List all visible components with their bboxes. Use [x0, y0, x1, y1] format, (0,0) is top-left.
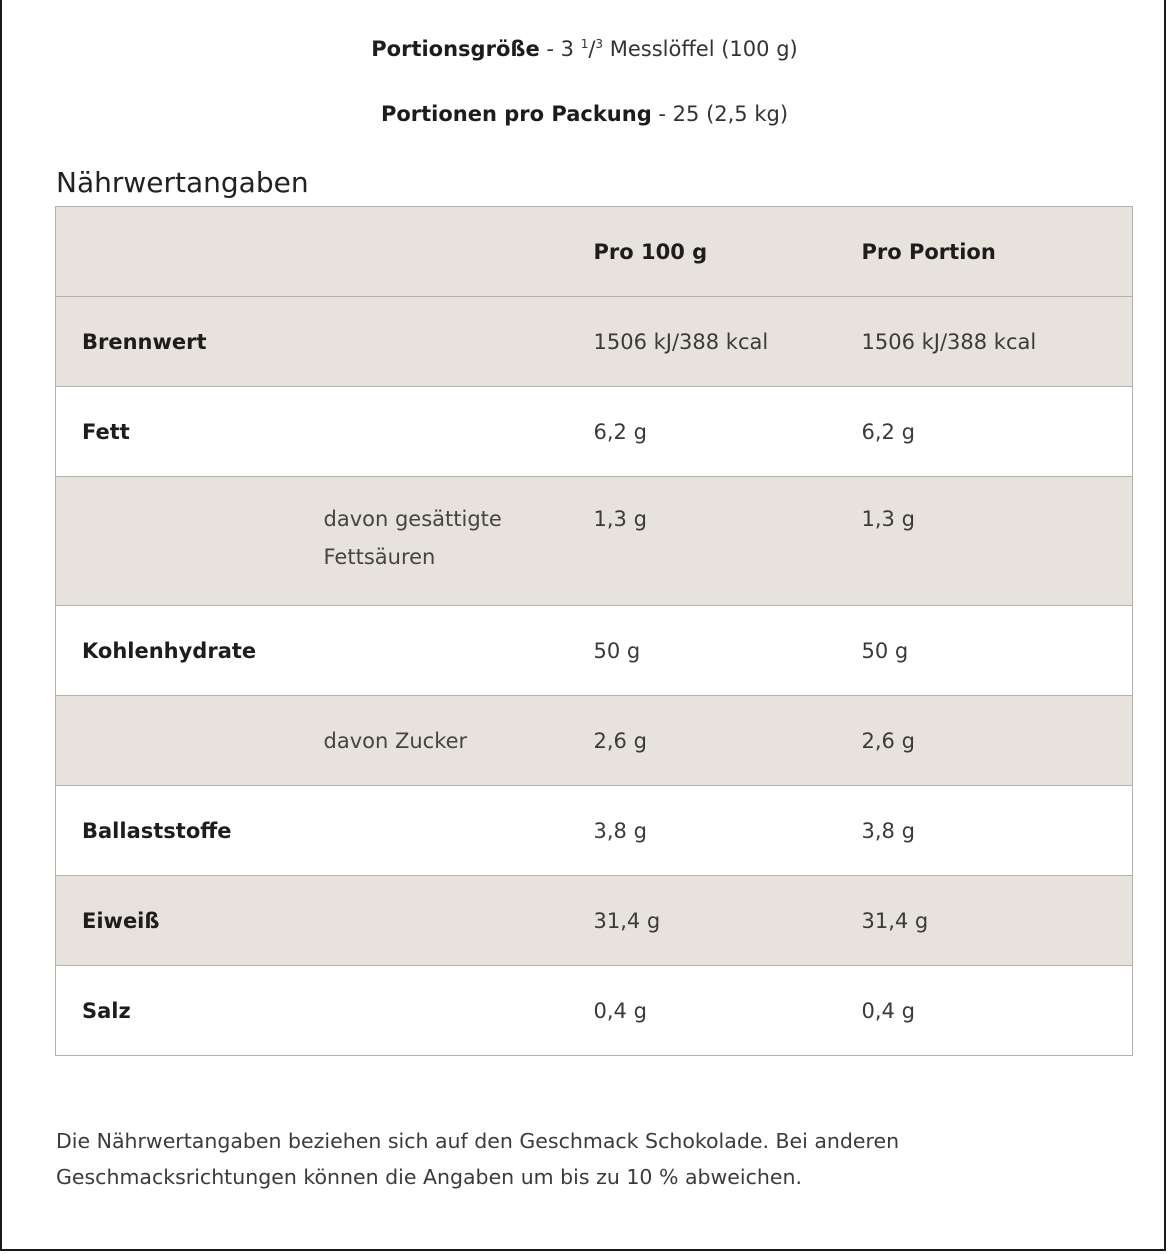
- row-sub: [324, 876, 594, 966]
- row-per-100g: [594, 477, 862, 606]
- row-name: Ballaststoffe: [56, 786, 324, 876]
- nutrition-table: [55, 206, 1133, 1056]
- footnote: Die Nährwertangaben beziehen sich auf den Geschmack Schokolade. Bei anderen Geschmacksrichtungen können die Angaben um bis zu 10 % abweichen.: [56, 1129, 900, 1189]
- header-per-portion: Pro Portion: [862, 207, 1133, 297]
- row-per-100g: 2,6 g: [594, 696, 862, 786]
- serving-size-denominator: 3: [595, 37, 604, 51]
- serving-size-separator: -: [539, 37, 561, 61]
- row-per-100g: 31,4 g: [594, 876, 862, 966]
- row-per-100g-text: 1,3 g: [593, 507, 647, 531]
- table-row: [56, 387, 1133, 477]
- row-per-portion: 1506 kJ/388 kcal: [862, 297, 1133, 387]
- row-sub: [324, 477, 594, 606]
- table-row: [56, 606, 1133, 696]
- row-sub: [324, 606, 594, 696]
- serving-size-label: Portionsgröße: [371, 37, 540, 61]
- row-per-100g: 6,2 g: [594, 387, 862, 477]
- row-sub: [324, 966, 594, 1056]
- row-per-100g: 3,8 g: [594, 786, 862, 876]
- serving-size-rest: Messlöffel (100 g): [603, 37, 798, 61]
- header-name: [56, 207, 324, 297]
- row-per-portion-text: 1,3 g: [861, 507, 915, 531]
- table-row: [56, 786, 1133, 876]
- row-sub: [324, 297, 594, 387]
- row-name: Salz: [56, 966, 324, 1056]
- row-per-portion: 0,4 g: [862, 966, 1133, 1056]
- serving-size-line: [0, 37, 1169, 61]
- servings-per-pack-label: Portionen pro Packung: [380, 102, 652, 126]
- serving-size-whole: 3: [560, 37, 581, 61]
- row-name: Fett: [56, 387, 324, 477]
- row-sub: [324, 786, 594, 876]
- table-row: [56, 696, 1133, 786]
- table-row: [56, 876, 1133, 966]
- row-sub: [324, 387, 594, 477]
- row-per-portion: 2,6 g: [862, 696, 1133, 786]
- row-per-portion: [862, 477, 1133, 606]
- row-name: [56, 696, 324, 786]
- servings-per-pack-separator: -: [651, 102, 673, 126]
- row-per-portion: 31,4 g: [862, 876, 1133, 966]
- table-row: [56, 297, 1133, 387]
- serving-size-slash: /: [588, 37, 596, 61]
- row-per-portion: 50 g: [862, 606, 1133, 696]
- header-sub: [324, 207, 594, 297]
- row-name: Kohlenhydrate: [56, 606, 324, 696]
- section-title: Nährwertangaben: [56, 166, 309, 199]
- servings-per-pack-value: 25 (2,5 kg): [672, 102, 789, 126]
- row-name: Brennwert: [56, 297, 324, 387]
- row-per-portion: 3,8 g: [862, 786, 1133, 876]
- row-per-100g: 1506 kJ/388 kcal: [594, 297, 862, 387]
- row-name: Eiweiß: [56, 876, 324, 966]
- row-per-100g: 0,4 g: [594, 966, 862, 1056]
- row-per-100g: 50 g: [594, 606, 862, 696]
- table-row: [56, 477, 1133, 606]
- row-name: [56, 477, 324, 606]
- table-row: [56, 966, 1133, 1056]
- header-per-100g: Pro 100 g: [594, 207, 862, 297]
- serving-size-numerator: 1: [580, 37, 589, 51]
- row-sub: davon Zucker: [324, 696, 594, 786]
- row-sub-text: davon gesättigte Fettsäuren: [323, 507, 502, 569]
- row-per-portion: 6,2 g: [862, 387, 1133, 477]
- table-header-row: [56, 207, 1133, 297]
- servings-per-pack-line: [0, 102, 1169, 126]
